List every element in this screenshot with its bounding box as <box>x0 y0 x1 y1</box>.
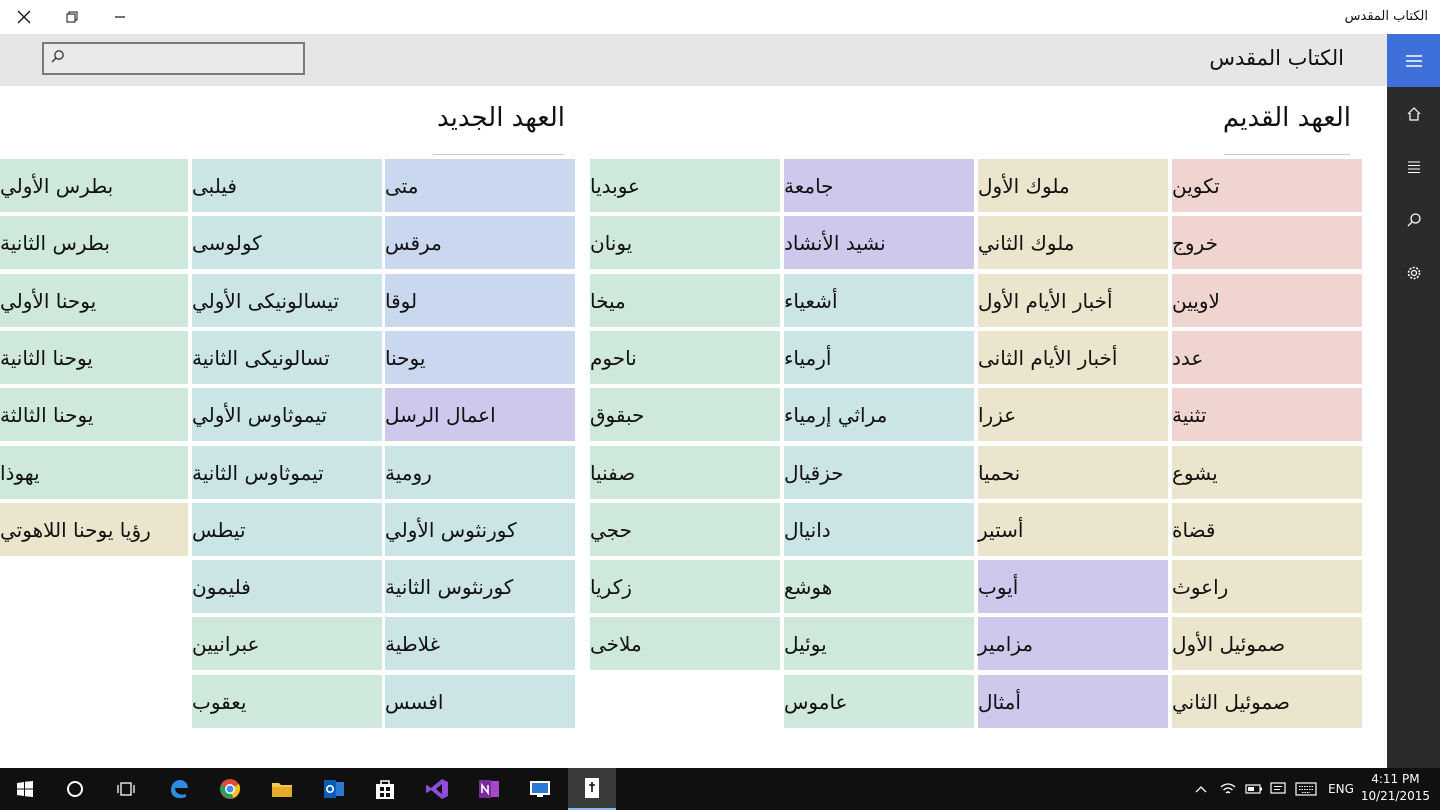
old-testament-underline <box>1224 154 1350 155</box>
keyboard-icon <box>1295 782 1317 796</box>
show-hidden-icons-button[interactable] <box>1190 768 1212 810</box>
book-tile[interactable]: نحميا <box>978 446 1168 499</box>
chrome-button[interactable] <box>208 768 252 810</box>
book-tile[interactable]: تيسالونيكى الأولي <box>192 274 382 327</box>
book-tile[interactable]: عدد <box>1172 331 1362 384</box>
book-tile[interactable]: كورنثوس الثانية <box>385 560 575 613</box>
book-tile[interactable]: أيوب <box>978 560 1168 613</box>
outlook-icon <box>323 778 345 800</box>
folder-icon <box>271 779 293 799</box>
book-tile[interactable]: يوحنا الأولي <box>0 274 188 327</box>
clock[interactable] <box>1361 771 1430 805</box>
book-tile[interactable]: يوحنا الثالثة <box>0 388 188 441</box>
restore-button[interactable] <box>48 0 96 34</box>
bible-app-button[interactable] <box>568 768 616 810</box>
book-tile[interactable]: عوبديا <box>590 159 780 212</box>
bible-icon <box>583 777 601 799</box>
app-title: الكتاب المقدس <box>1209 46 1344 70</box>
book-tile[interactable]: تكوين <box>1172 159 1362 212</box>
windows-icon <box>16 780 34 798</box>
book-tile[interactable]: يوئيل <box>784 617 974 670</box>
new-testament-title: العهد الجديد <box>436 103 565 133</box>
edge-icon <box>168 778 190 800</box>
minimize-icon <box>114 11 126 23</box>
book-tile[interactable]: غلاطية <box>385 617 575 670</box>
visual-studio-icon <box>425 778 449 800</box>
outlook-button[interactable] <box>312 768 356 810</box>
store-icon <box>374 778 396 800</box>
book-tile[interactable]: ملوك الأول <box>978 159 1168 212</box>
title-bar <box>0 0 1440 34</box>
book-tile[interactable]: حزقيال <box>784 446 974 499</box>
book-tile[interactable]: عبرانيين <box>192 617 382 670</box>
book-tile[interactable]: اعمال الرسل <box>385 388 575 441</box>
book-tile[interactable]: صموئيل الثاني <box>1172 675 1362 728</box>
minimize-button[interactable] <box>96 0 144 34</box>
search-button[interactable] <box>1387 193 1440 246</box>
book-tile[interactable]: يوحنا <box>385 331 575 384</box>
clock-date: 10/21/2015 <box>1360 789 1430 803</box>
book-tile[interactable]: راعوث <box>1172 560 1362 613</box>
clock-time: 4:11 PM <box>1371 772 1420 786</box>
search-icon <box>50 49 66 65</box>
home-icon <box>1406 106 1422 122</box>
book-tile[interactable]: ملاخى <box>590 617 780 670</box>
book-tile[interactable]: فليمون <box>192 560 382 613</box>
onenote-icon <box>478 778 500 800</box>
list-button[interactable] <box>1387 140 1440 193</box>
list-icon <box>1406 159 1422 175</box>
start-button[interactable] <box>3 768 47 810</box>
book-tile[interactable]: صفنيا <box>590 446 780 499</box>
book-tile[interactable]: خروج <box>1172 216 1362 269</box>
cortana-icon <box>66 780 84 798</box>
book-tile[interactable]: زكريا <box>590 560 780 613</box>
book-tile[interactable]: نشيد الأنشاد <box>784 216 974 269</box>
hamburger-icon <box>1405 54 1423 68</box>
chrome-icon <box>219 778 241 800</box>
task-view-button[interactable] <box>104 768 148 810</box>
book-tile[interactable]: رومية <box>385 446 575 499</box>
book-tile[interactable]: مزامير <box>978 617 1168 670</box>
battery-icon <box>1245 783 1263 795</box>
remote-desktop-button[interactable] <box>518 768 562 810</box>
book-tile[interactable]: تثنية <box>1172 388 1362 441</box>
book-tile[interactable]: تسالونيكى الثانية <box>192 331 382 384</box>
touch-keyboard-button[interactable] <box>1292 768 1320 810</box>
book-tile[interactable]: حبقوق <box>590 388 780 441</box>
book-tile[interactable]: يشوع <box>1172 446 1362 499</box>
taskbar <box>0 768 1440 810</box>
language-indicator[interactable]: ENG <box>1328 782 1354 796</box>
book-tile[interactable]: كولوسى <box>192 216 382 269</box>
remote-desktop-icon <box>529 780 551 798</box>
visual-studio-button[interactable] <box>415 768 459 810</box>
wifi-icon <box>1219 782 1237 796</box>
home-button[interactable] <box>1387 87 1440 140</box>
book-tile[interactable]: أستير <box>978 503 1168 556</box>
book-tile[interactable]: تيموثاوس الأولي <box>192 388 382 441</box>
book-tile[interactable]: أخبار الأيام الثانى <box>978 331 1168 384</box>
book-tile[interactable]: أمثال <box>978 675 1168 728</box>
book-tile[interactable]: يهوذا <box>0 446 188 499</box>
book-tile[interactable]: يوحنا الثانية <box>0 331 188 384</box>
battery-button[interactable] <box>1242 768 1266 810</box>
book-tile[interactable]: تيطس <box>192 503 382 556</box>
book-tile[interactable]: لوقا <box>385 274 575 327</box>
task-view-icon <box>116 781 136 797</box>
chevron-up-icon <box>1195 785 1207 793</box>
book-tile[interactable]: لاويين <box>1172 274 1362 327</box>
restore-icon <box>66 11 78 23</box>
book-tile[interactable]: صموئيل الأول <box>1172 617 1362 670</box>
book-tile[interactable]: ملوك الثاني <box>978 216 1168 269</box>
action-center-button[interactable] <box>1266 768 1290 810</box>
book-tile[interactable]: هوشع <box>784 560 974 613</box>
book-tile[interactable]: بطرس الأولي <box>0 159 188 212</box>
book-tile[interactable]: جامعة <box>784 159 974 212</box>
search-input[interactable] <box>42 42 305 75</box>
book-tile[interactable]: فيلبى <box>192 159 382 212</box>
book-tile[interactable]: ناحوم <box>590 331 780 384</box>
book-tile[interactable]: حجي <box>590 503 780 556</box>
onenote-button[interactable] <box>467 768 511 810</box>
close-icon <box>17 10 31 24</box>
app-header <box>0 34 1387 86</box>
new-testament-underline <box>433 154 564 155</box>
store-button[interactable] <box>363 768 407 810</box>
book-tile[interactable]: متى <box>385 159 575 212</box>
gear-icon <box>1406 265 1422 281</box>
book-tile[interactable]: يعقوب <box>192 675 382 728</box>
book-tile[interactable]: بطرس الثانية <box>0 216 188 269</box>
book-tile[interactable]: أرمياء <box>784 331 974 384</box>
network-button[interactable] <box>1216 768 1240 810</box>
search-icon <box>1406 212 1422 228</box>
book-tile[interactable]: مراثي إرمياء <box>784 388 974 441</box>
settings-button[interactable] <box>1387 246 1440 299</box>
old-testament-title: العهد القديم <box>1222 103 1351 133</box>
book-tile[interactable]: دانيال <box>784 503 974 556</box>
cortana-button[interactable] <box>53 768 97 810</box>
book-tile[interactable]: عزرا <box>978 388 1168 441</box>
book-tile[interactable]: يونان <box>590 216 780 269</box>
book-tile[interactable]: أخبار الأيام الأول <box>978 274 1168 327</box>
book-tile[interactable]: عاموس <box>784 675 974 728</box>
close-button[interactable] <box>0 0 48 34</box>
edge-button[interactable] <box>157 768 201 810</box>
window-title: الكتاب المقدس <box>1344 9 1428 24</box>
book-tile[interactable]: أشعياء <box>784 274 974 327</box>
hamburger-button[interactable] <box>1387 34 1440 87</box>
message-icon <box>1270 782 1286 796</box>
book-tile[interactable]: رؤيا يوحنا اللاهوتي <box>0 503 188 556</box>
nav-rail <box>1387 34 1440 768</box>
book-tile[interactable]: ميخا <box>590 274 780 327</box>
file-explorer-button[interactable] <box>260 768 304 810</box>
book-tile[interactable]: تيموثاوس الثانية <box>192 446 382 499</box>
book-tile[interactable]: افسس <box>385 675 575 728</box>
book-tile[interactable]: كورنثوس الأولي <box>385 503 575 556</box>
book-tile[interactable]: قضاة <box>1172 503 1362 556</box>
book-tile[interactable]: مرقس <box>385 216 575 269</box>
